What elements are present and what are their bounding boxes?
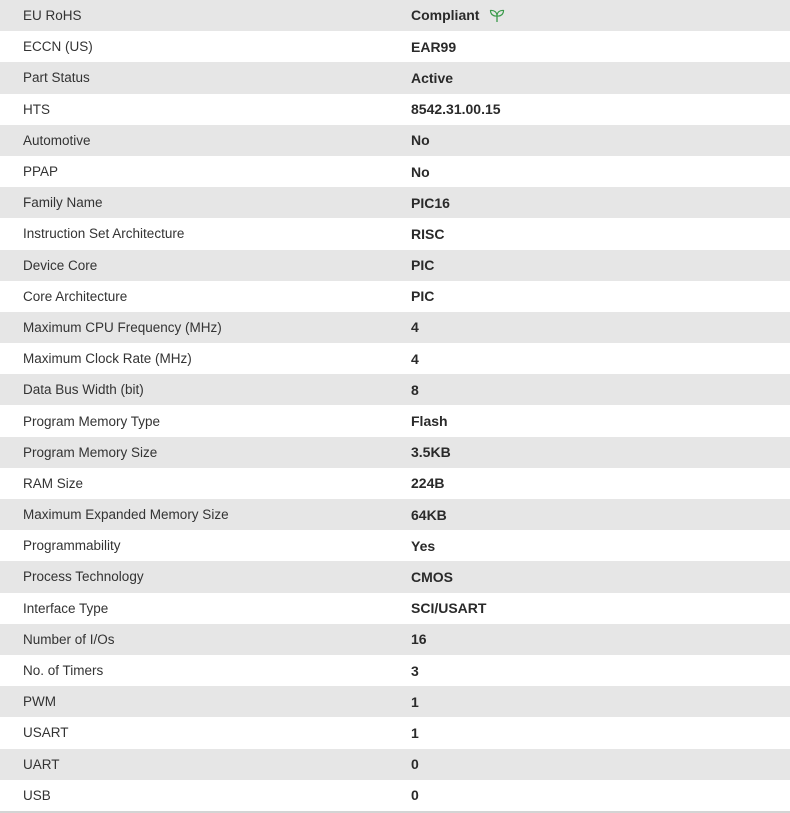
spec-value: CMOS xyxy=(411,568,453,585)
spec-row xyxy=(0,530,790,561)
spec-row xyxy=(0,281,790,312)
spec-row xyxy=(0,593,790,624)
spec-row xyxy=(0,156,790,187)
spec-value: 1 xyxy=(411,724,419,741)
spec-row xyxy=(0,187,790,218)
spec-value: 224B xyxy=(411,475,445,492)
spec-label: No. of Timers xyxy=(23,663,104,679)
spec-row xyxy=(0,561,790,592)
spec-label: Number of I/Os xyxy=(23,631,115,647)
spec-label: Instruction Set Architecture xyxy=(23,226,185,242)
spec-row xyxy=(0,655,790,686)
spec-row xyxy=(0,686,790,717)
spec-value: 0 xyxy=(411,756,419,773)
spec-label: EU RoHS xyxy=(23,8,82,24)
spec-label: Device Core xyxy=(23,257,98,273)
spec-value-cell xyxy=(411,0,790,31)
spec-label: USB xyxy=(23,787,51,803)
spec-value: EAR99 xyxy=(411,38,457,55)
spec-value: No xyxy=(411,132,430,149)
spec-label: Program Memory Size xyxy=(23,444,158,460)
spec-value: 4 xyxy=(411,319,419,336)
spec-label: Process Technology xyxy=(23,569,144,585)
spec-value: 64KB xyxy=(411,506,447,523)
spec-label: Data Bus Width (bit) xyxy=(23,382,144,398)
spec-label: Family Name xyxy=(23,195,103,211)
spec-row xyxy=(0,343,790,374)
spec-label: ECCN (US) xyxy=(23,39,93,55)
spec-value: PIC xyxy=(411,257,435,274)
spec-value: Flash xyxy=(411,413,448,430)
spec-row xyxy=(0,405,790,436)
spec-label: Interface Type xyxy=(23,600,109,616)
spec-value: 16 xyxy=(411,631,427,648)
spec-row xyxy=(0,749,790,780)
spec-label: Maximum CPU Frequency (MHz) xyxy=(23,319,222,335)
spec-label: USART xyxy=(23,725,69,741)
spec-value: 1 xyxy=(411,693,419,710)
spec-value: Active xyxy=(411,69,454,86)
spec-row xyxy=(0,437,790,468)
spec-row xyxy=(0,624,790,655)
spec-row xyxy=(0,125,790,156)
spec-label: Programmability xyxy=(23,538,121,554)
spec-label: Maximum Clock Rate (MHz) xyxy=(23,351,192,367)
spec-value: 3.5KB xyxy=(411,444,451,461)
spec-value: Compliant xyxy=(411,7,480,24)
spec-row xyxy=(0,374,790,405)
spec-value: No xyxy=(411,163,430,180)
spec-label: UART xyxy=(23,756,60,772)
spec-label: Part Status xyxy=(23,70,90,86)
leaf-icon xyxy=(489,9,505,23)
spec-row xyxy=(0,780,790,811)
spec-label: Automotive xyxy=(23,132,91,148)
spec-row xyxy=(0,218,790,249)
spec-row xyxy=(0,499,790,530)
spec-row xyxy=(0,62,790,93)
spec-value: Yes xyxy=(411,537,436,554)
spec-value: 3 xyxy=(411,662,419,679)
spec-value: 8 xyxy=(411,381,419,398)
spec-label: PWM xyxy=(23,694,56,710)
spec-row xyxy=(0,717,790,748)
spec-value: SCI/USART xyxy=(411,600,487,617)
spec-value: PIC xyxy=(411,288,435,305)
spec-label: RAM Size xyxy=(23,475,84,491)
spec-value: PIC16 xyxy=(411,194,450,211)
spec-row xyxy=(0,312,790,343)
spec-row xyxy=(0,0,790,31)
spec-value: 4 xyxy=(411,350,419,367)
spec-label: HTS xyxy=(23,101,50,117)
spec-row xyxy=(0,94,790,125)
spec-label: Maximum Expanded Memory Size xyxy=(23,507,229,523)
spec-row xyxy=(0,250,790,281)
spec-label: Core Architecture xyxy=(23,288,128,304)
spec-value: 8542.31.00.15 xyxy=(411,101,501,118)
spec-value: RISC xyxy=(411,225,445,242)
spec-label: Program Memory Type xyxy=(23,413,161,429)
spec-row xyxy=(0,468,790,499)
spec-row xyxy=(0,31,790,62)
spec-label: PPAP xyxy=(23,164,59,180)
spec-value: 0 xyxy=(411,787,419,804)
